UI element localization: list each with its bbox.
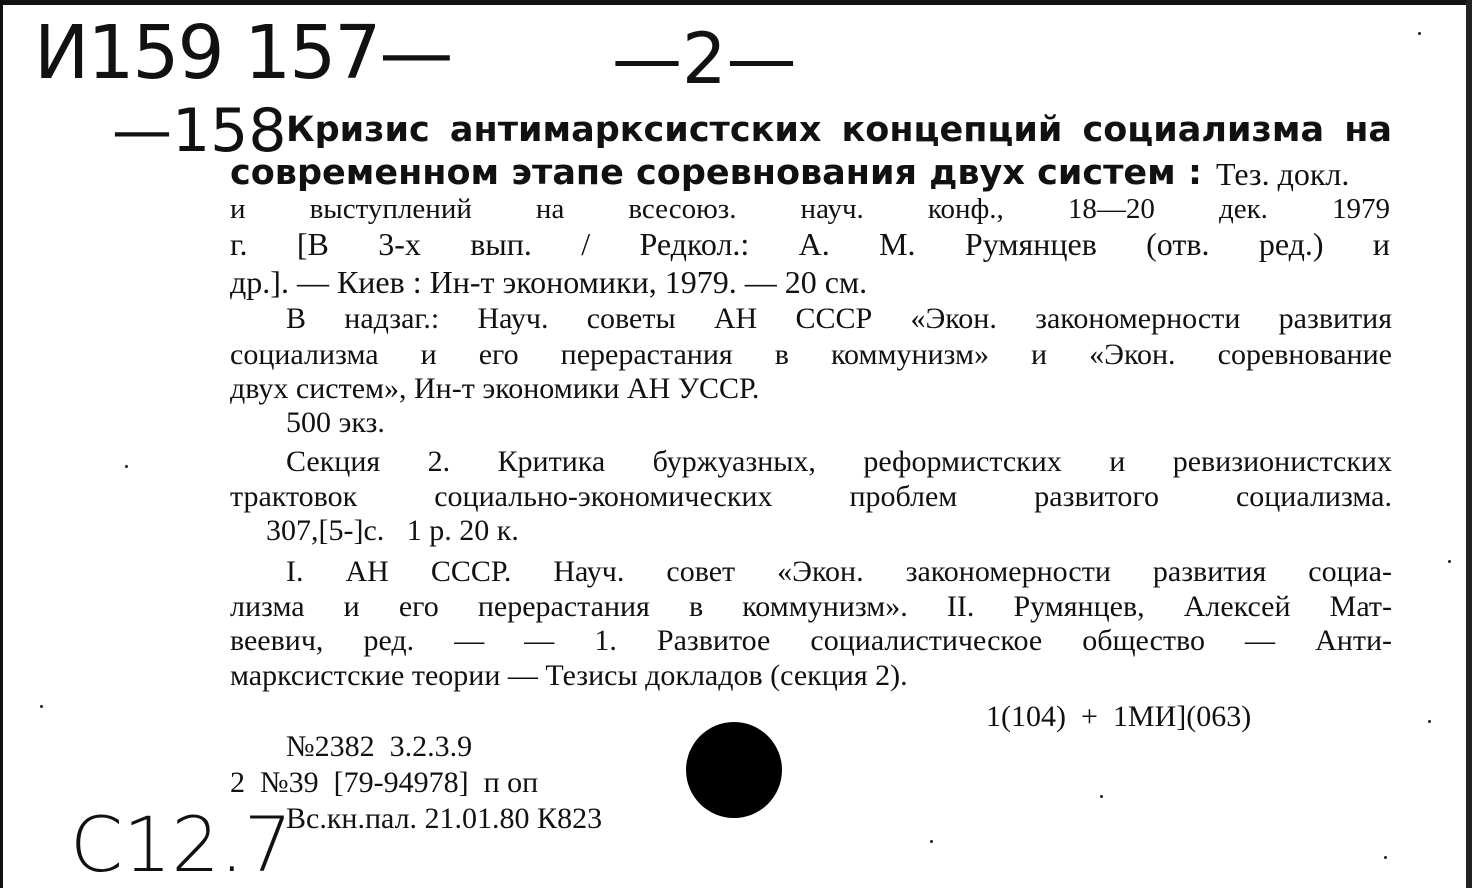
card-left-edge bbox=[0, 0, 3, 888]
speck bbox=[1418, 32, 1421, 35]
speck bbox=[40, 705, 43, 708]
tracing-line-3: веевич, ред. — — 1. Развитое социалистическое общество — Анти- bbox=[230, 624, 1392, 657]
title-line-1: Кризис антимарксистских концепций социализма на bbox=[286, 110, 1392, 150]
speck bbox=[125, 465, 128, 468]
card-top-edge bbox=[0, 0, 1472, 5]
note-line-3: двух систем», Ин-т экономики АН УССР. bbox=[230, 372, 760, 405]
speck bbox=[930, 840, 933, 843]
note-line-1: В надзаг.: Науч. советы АН СССР «Экон. закономерности развития bbox=[286, 302, 1392, 335]
handwritten-call-number: И159 157— bbox=[34, 10, 452, 96]
record-line-3: Вс.кн.пал. 21.01.80 К823 bbox=[286, 802, 603, 835]
copies: 500 экз. bbox=[286, 406, 385, 439]
imprint-line-1: и выступлений на всесоюз. науч. конф., 18—20 дек. 1979 bbox=[230, 193, 1390, 225]
imprint-line-2: г. [В 3-х вып. / Редкол.: А. М. Румянцев (отв. ред.) и bbox=[230, 226, 1390, 262]
tracing-line-1: I. АН СССР. Науч. совет «Экон. закономерности развития социа- bbox=[286, 555, 1392, 588]
handwritten-page-number: —2— bbox=[612, 18, 797, 100]
speck bbox=[1384, 856, 1387, 859]
tracing-line-4: марксистские теории — Тезисы докладов (секция 2). bbox=[230, 659, 908, 692]
note-line-2: социализма и его перерастания в коммунизм» и «Экон. соревнование bbox=[230, 338, 1392, 371]
pages-price: 307,[5-]с. 1 р. 20 к. bbox=[266, 514, 519, 547]
tracing-line-2: лизма и его перерастания в коммунизм». II. Румянцев, Алексей Мат- bbox=[230, 590, 1392, 623]
speck bbox=[1100, 795, 1103, 798]
title-tail: Тез. докл. bbox=[1216, 156, 1350, 192]
section-line-2: трактовок социально-экономических проблем развитого социализма. bbox=[230, 480, 1392, 513]
speck bbox=[1428, 720, 1431, 723]
punch-hole bbox=[686, 722, 782, 818]
title-line-2: современном этапе соревнования двух систем : bbox=[230, 153, 1202, 193]
record-line-1: №2382 3.2.3.9 bbox=[286, 730, 473, 763]
record-line-2: 2 №39 [79-94978] п оп bbox=[230, 766, 539, 799]
handwritten-entry-number: —158 bbox=[112, 96, 287, 166]
handwritten-shelf-mark: С12.7 bbox=[70, 800, 293, 888]
classification-index: 1(104) + 1МИ](063) bbox=[986, 700, 1252, 733]
speck bbox=[1448, 560, 1451, 563]
section-line-1: Секция 2. Критика буржуазных, реформистских и ревизионистских bbox=[286, 445, 1392, 478]
imprint-line-3: др.]. — Киев : Ин-т экономики, 1979. — 20 см. bbox=[230, 264, 868, 300]
card-right-edge bbox=[1466, 0, 1472, 888]
